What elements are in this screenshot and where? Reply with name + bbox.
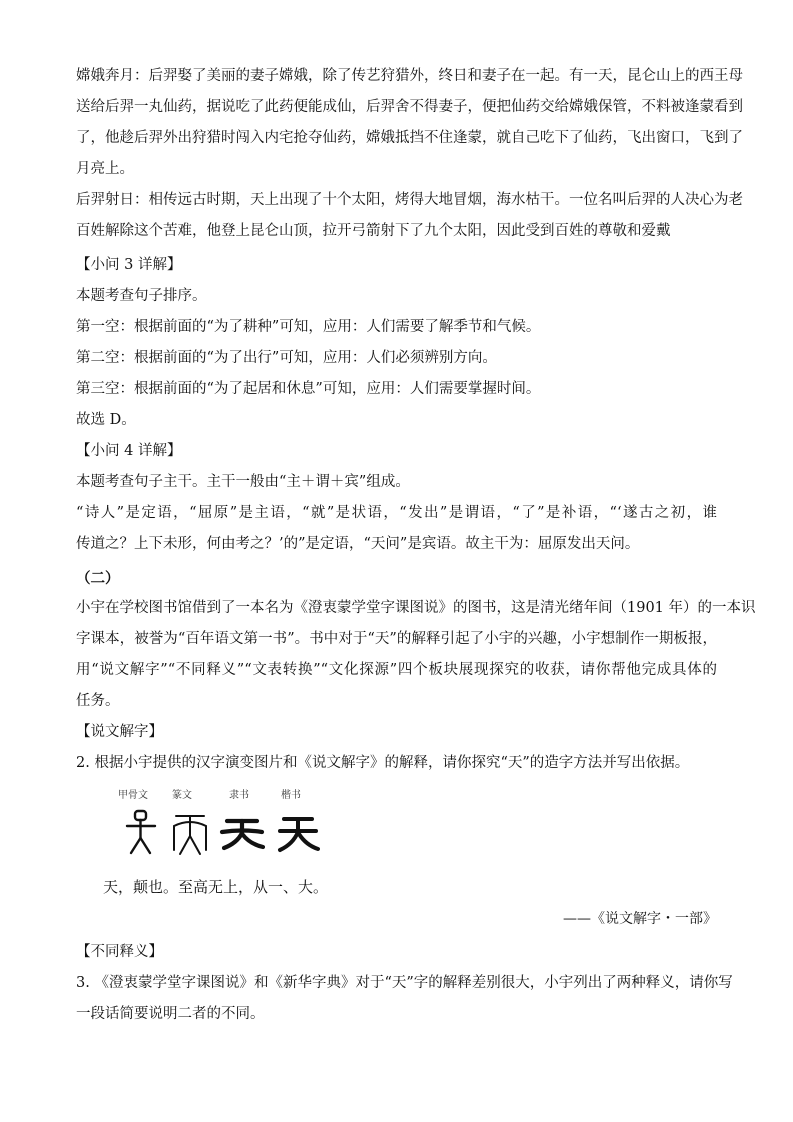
text-line: 后羿射日：相传远古时期，天上出现了十个太阳，烤得大地冒烟，海水枯干。一位名叫后羿的人决心为老 <box>76 192 743 208</box>
text-line: 小宇在学校图书馆借到了一本名为《澄衷蒙学堂字课图说》的图书，这是清光绪年间（1901 年）的一本识 <box>76 600 756 616</box>
text-line: 传道之？上下未形，何由考之？’的”是定语，“天问”是宾语。故主干为：屈原发出天问。 <box>76 536 640 552</box>
text-line: 了，他趁后羿外出狩猎时闯入内宅抢夺仙药，嫦娥抵挡不住逢蒙，就自己吃下了仙药，飞出窗口，飞到了 <box>76 130 743 146</box>
evo-label-oracle: 甲骨文 <box>118 790 148 801</box>
question-3: 3. 《澄衷蒙学堂字课图说》和《新华字典》对于“天”字的解释差别很大，小宇列出了两种释义，请你写 <box>76 975 733 991</box>
evo-label-seal: 篆文 <box>172 790 192 801</box>
text-line: 任务。 <box>76 693 120 709</box>
shuowen-quote: 天，颠也。至高无上，从一、大。 <box>103 878 329 896</box>
text-line: 用“说文解字”“不同释义”“文表转换”“文化探源”四个板块展现探究的收获，请你帮他完成具体的 <box>76 662 717 678</box>
text-line: 送给后羿一丸仙药，据说吃了此药便能成仙，后羿舍不得妻子，便把仙药交给嫦娥保管，不料被逢蒙看到 <box>76 99 743 115</box>
section-label: 【小问 3 详解】 <box>76 257 182 273</box>
evo-label-regular: 楷书 <box>281 790 301 801</box>
quote-source: ——《说文解字・一部》 <box>563 911 717 927</box>
text-line: 本题考查句子排序。 <box>76 288 207 304</box>
text-line: “诗人”是定语，“屈原”是主语，“就”是状语，“发出”是谓语，“了”是补语，“‘遂古之初，谁 <box>76 505 717 521</box>
evo-label-clerical: 隶书 <box>229 790 249 801</box>
text-line: 字课本，被誉为“百年语文第一书”。书中对于“天”的解释引起了小宇的兴趣，小宇想制作一期板报， <box>76 631 717 647</box>
text-line: 第一空：根据前面的“为了耕种”可知，应用：人们需要了解季节和气候。 <box>76 319 541 335</box>
oracle-bone-tian-glyph <box>124 808 158 856</box>
text-line: 嫦娥奔月：后羿娶了美丽的妻子嫦娥，除了传艺狩猎外，终日和妻子在一起。有一天，昆仑山上的西王母 <box>76 68 743 84</box>
text-line: 第二空：根据前面的“为了出行”可知，应用：人们必须辨别方向。 <box>76 350 497 366</box>
section-label: 【说文解字】 <box>76 724 163 740</box>
section-label: 【不同释义】 <box>76 944 163 960</box>
text-line: 一段话简要说明二者的不同。 <box>76 1006 265 1022</box>
text-line: 故选 D。 <box>76 412 136 428</box>
text-line: 第三空：根据前面的“为了起居和休息”可知，应用：人们需要掌握时间。 <box>76 381 541 397</box>
section-heading: （二） <box>76 570 120 587</box>
section-label: 【小问 4 详解】 <box>76 443 182 459</box>
question-2: 2. 根据小宇提供的汉字演变图片和《说文解字》的解释，请你探究“天”的造字方法并写出依据。 <box>76 755 690 771</box>
text-line: 本题考查句子主干。主干一般由“主＋谓＋宾”组成。 <box>76 474 410 490</box>
regular-script-tian-glyph <box>276 814 320 854</box>
clerical-script-tian-glyph <box>219 816 265 852</box>
text-line: 百姓解除这个苦难，他登上昆仑山顶，拉开弓箭射下了九个太阳，因此受到百姓的尊敬和爱戴 <box>76 223 671 239</box>
seal-script-tian-glyph <box>168 812 212 856</box>
text-line: 月亮上。 <box>76 161 134 177</box>
